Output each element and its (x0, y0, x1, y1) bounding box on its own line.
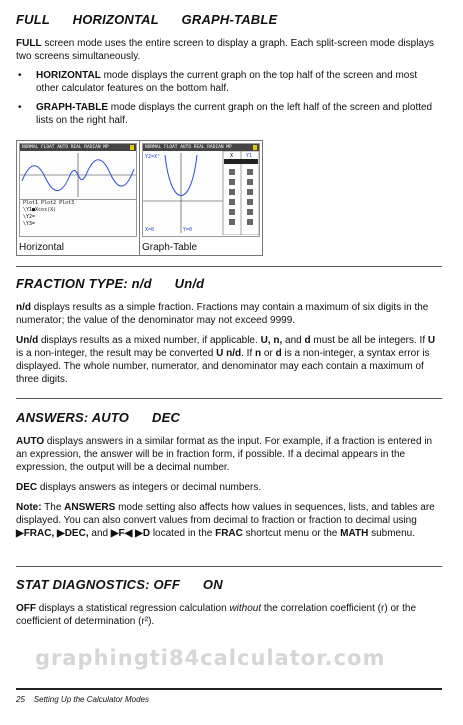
paragraph-full: FULL screen mode uses the entire screen to display a graph. Each split-screen mode displays two screens simultaneously. (16, 38, 434, 62)
divider (16, 398, 442, 399)
heading-screen-modes: FULL HORIZONTAL GRAPH-TABLE (16, 12, 278, 27)
paragraph-und: Un/d displays results as a mixed number, if applicable. U, n, and d must be all be integers. If U is a non-integer, the result may be converted U n/d. If n or d is a non-integer, a syntax error is displayed. The whole number, numerator, and denominator may each contain a maximum of three digits. (16, 335, 436, 385)
equation-y3: \Y3= (23, 221, 36, 227)
graph-table (143, 151, 259, 235)
page-footer: 25 Setting Up the Calculator Modes (16, 695, 149, 704)
equation-y2: \Y2= (23, 214, 36, 220)
battery-icon (253, 145, 257, 150)
calculator-screen-horizontal (19, 143, 137, 237)
equation-y1: \Y1■Xcos(X) (23, 207, 57, 213)
paragraph-dec: DEC displays answers as integers or decimal numbers. (16, 482, 262, 493)
table-header-y1: Y1 (246, 153, 253, 159)
section-fraction-type (16, 276, 441, 386)
heading-fraction-type: FRACTION TYPE: n/d Un/d (16, 276, 205, 291)
x-readout: X=0 (145, 227, 155, 233)
paragraph-off: OFF displays a statistical regression calculation without the correlation coefficient (r) or the coefficient of determination (r²). (16, 603, 417, 627)
section-stat-diagnostics (16, 577, 441, 628)
divider (16, 566, 442, 567)
footer-rule (16, 688, 442, 690)
heading-answers: ANSWERS: AUTO DEC (16, 410, 181, 425)
list-item-graph-table: • GRAPH-TABLE mode displays the current graph on the left half of the screen and plotted lists on the right half. (16, 101, 441, 127)
paragraph-note: Note: The ANSWERS mode setting also affects how values in sequences, lists, and tables are displayed. You can also convert values from decimal to fraction or fraction to decimal using ▶FRAC, ▶DEC, and ▶F◀ ▶D located in the FRAC shortcut menu or the MATH submenu. (16, 502, 435, 539)
caption-graph-table: Graph-Table (142, 242, 198, 253)
table-header-x: X (230, 153, 234, 159)
plot-list: Plot1 Plot2 Plot3 (23, 200, 75, 206)
y-readout: Y=0 (183, 227, 193, 233)
figure-horizontal (17, 141, 140, 255)
paragraph-auto: AUTO displays answers in a similar format as the input. For example, if a fraction is entered in an expression, the answer will be in fraction form, if possible. If a decimal appears in the expression, the output will be a decimal number. (16, 436, 433, 473)
calculator-screen-graph-table (142, 143, 260, 237)
status-bar: NORMAL FLOAT AUTO REAL RADIAN MP (143, 144, 259, 151)
figure-graph-table (140, 141, 262, 255)
heading-stat-diagnostics: STAT DIAGNOSTICS: OFF ON (16, 577, 223, 592)
section-screen-modes (16, 12, 441, 127)
status-bar: NORMAL FLOAT AUTO REAL RADIAN MP (20, 144, 136, 151)
list-item-horizontal: • HORIZONTAL mode displays the current graph on the top half of the screen and most other calculator features on the bottom half. (16, 69, 441, 95)
divider (16, 266, 442, 267)
section-answers (16, 410, 441, 540)
battery-icon (130, 145, 134, 150)
graph-horizontal (20, 151, 136, 199)
watermark: graphingti84calculator.com (35, 646, 386, 670)
paragraph-nd: n/d displays results as a simple fraction. Fractions may contain a maximum of six digits in the numerator; the value of the denominator may not exceed 9999. (16, 302, 429, 326)
equation-label: Y2=X² (145, 154, 161, 160)
caption-horizontal: Horizontal (19, 242, 65, 253)
screenshots-figure (16, 140, 263, 256)
mode-list (16, 69, 441, 127)
